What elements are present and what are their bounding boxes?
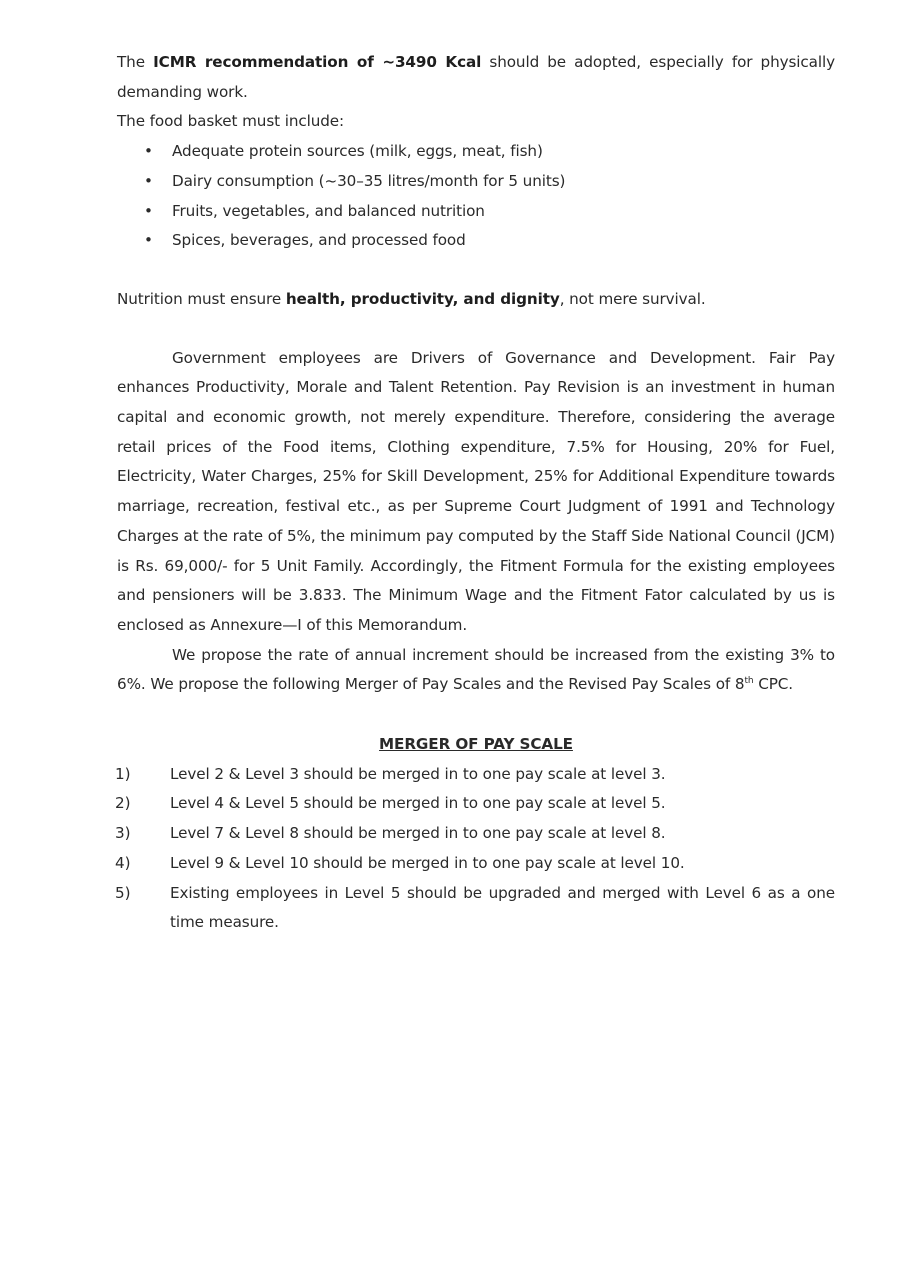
- ordinal-suffix: th: [744, 676, 754, 687]
- item-number: 3): [115, 824, 131, 843]
- icmr-bold-text: ICMR recommendation of ~3490 Kcal: [153, 53, 482, 71]
- spacer: [117, 315, 835, 344]
- merger-section-title: MERGER OF PAY SCALE: [379, 735, 573, 754]
- merger-item: [117, 879, 835, 938]
- increment-paragraph: [117, 641, 835, 700]
- merger-item-text: Level 9 & Level 10 should be merged in to one pay scale at level 10.: [170, 853, 685, 872]
- bullet-icon: •: [144, 201, 153, 220]
- list-item-text: Fruits, vegetables, and balanced nutrition: [172, 201, 485, 220]
- merger-item: [117, 849, 835, 879]
- nutrition-text: Nutrition must ensure: [117, 289, 286, 308]
- item-number: 5): [115, 883, 131, 902]
- merger-item: [117, 789, 835, 819]
- nutrition-bold-text: health, productivity, and dignity: [285, 289, 560, 308]
- food-basket-list: [117, 137, 835, 256]
- spacer: [117, 700, 835, 730]
- nutrition-text-suffix: , not mere survival.: [559, 289, 706, 308]
- bullet-icon: •: [144, 142, 153, 161]
- intro-text-suffix: should be adopted, especially for physically demanding work.: [117, 53, 836, 101]
- list-item: [117, 167, 835, 197]
- item-number: 1): [115, 764, 131, 783]
- main-paragraph: Government employees are Drivers of Governance and Development. Fair Pay enhances Productivity, Morale and Talent Retention. Pay Revision is an investment in human capital and economic growth, not merely expenditure. Therefore, considering the average retail prices of the Food items, Clothing expenditure, 7.5% for Housing, 20% for Fuel, Electricity, Water Charges, 25% for Skill Development, 25% for Additional Expenditure towards marriage, recreation, festival etc., as per Supreme Court Judgment of 1991 and Technology Charges at the rate of 5%, the minimum pay computed by the Staff Side National Council (JCM) is Rs. 69,000/- for 5 Unit Family. Accordingly, the Fitment Formula for the existing employees and pensioners will be 3.833. The Minimum Wage and the Fitment Fator calculated by us is enclosed as Annexure—I of this Memorandum.: [117, 348, 835, 634]
- increment-tail: CPC.: [753, 675, 794, 694]
- intro-text: The: [117, 53, 154, 71]
- nutrition-statement: [117, 285, 835, 315]
- list-item: [117, 226, 835, 256]
- merger-list: [117, 760, 835, 938]
- merger-item: [117, 760, 835, 790]
- spacer: [117, 256, 835, 285]
- item-number: 2): [115, 794, 131, 813]
- ordinal-number: 8: [734, 675, 745, 694]
- increment-text: We propose the rate of annual increment should be increased from the existing 3% to 6%. We propose the following Merger of Pay Scales and the Revised Pay Scales of: [117, 645, 835, 694]
- list-item: [117, 137, 835, 167]
- list-item: [117, 197, 835, 227]
- merger-item-text: Existing employees in Level 5 should be upgraded and merged with Level 6 as a one time measure.: [170, 883, 835, 932]
- list-item-text: Dairy consumption (~30–35 litres/month for 5 units): [172, 171, 566, 190]
- bullet-icon: •: [144, 171, 153, 190]
- list-item-text: Adequate protein sources (milk, eggs, meat, fish): [172, 142, 543, 161]
- merger-item: [117, 819, 835, 849]
- merger-item-text: Level 4 & Level 5 should be merged in to one pay scale at level 5.: [170, 794, 666, 813]
- merger-item-text: Level 2 & Level 3 should be merged in to one pay scale at level 3.: [170, 764, 666, 783]
- icmr-recommendation-paragraph: [117, 48, 835, 107]
- document-page: [117, 48, 835, 938]
- merger-item-text: Level 7 & Level 8 should be merged in to one pay scale at level 8.: [170, 824, 666, 843]
- item-number: 4): [115, 853, 131, 872]
- bullet-icon: •: [144, 231, 153, 250]
- list-item-text: Spices, beverages, and processed food: [172, 231, 466, 250]
- food-basket-heading: The food basket must include:: [117, 112, 345, 131]
